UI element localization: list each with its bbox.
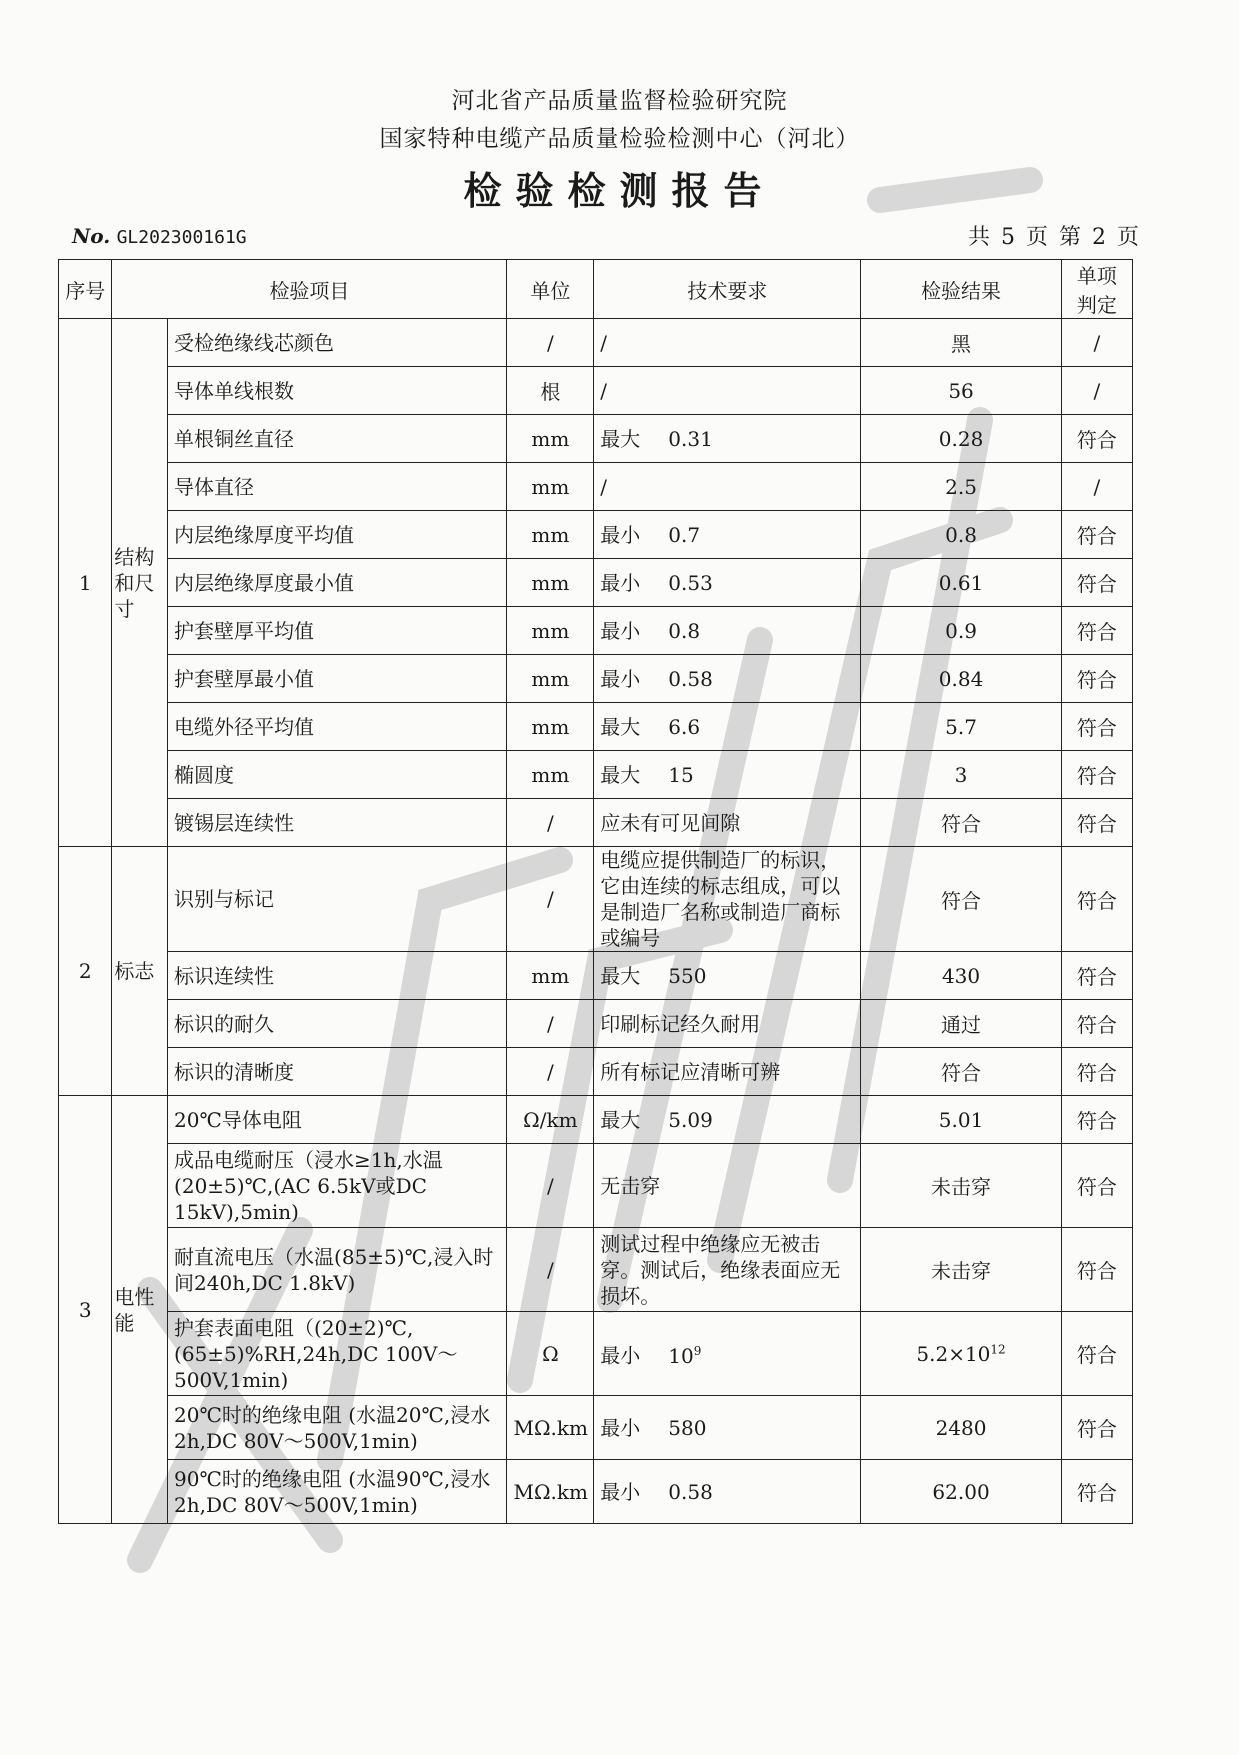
table-row (59, 511, 1133, 559)
item-name: 90℃时的绝缘电阻 (水温90℃,浸水2h,DC 80V～500V,1min) (168, 1460, 507, 1524)
result (861, 1396, 1061, 1460)
requirement-value: 550 (668, 963, 707, 988)
unit: / (507, 1228, 594, 1312)
requirement-label: 最大 (600, 963, 641, 988)
requirement-value: 0.7 (668, 522, 701, 547)
requirement-exponent: 9 (693, 1344, 702, 1359)
table-row (59, 751, 1133, 799)
unit: mm (507, 703, 594, 751)
requirement (594, 607, 861, 655)
requirement-label: 印刷标记经久耐用 (600, 1011, 761, 1036)
result-exponent: 12 (990, 1341, 1006, 1356)
item-name: 单根铜丝直径 (168, 415, 507, 463)
group-seq: 1 (59, 319, 112, 847)
result (861, 1000, 1061, 1048)
unit: Ω (507, 1312, 594, 1396)
result (861, 799, 1061, 847)
requirement (594, 1396, 861, 1460)
col-header-requirement: 技术要求 (594, 260, 861, 319)
unit: mm (507, 559, 594, 607)
table-row (59, 1312, 1133, 1396)
requirement-label: 最小 (600, 618, 641, 643)
item-name: 耐直流电压（水温(85±5)℃,浸入时间240h,DC 1.8kV) (168, 1228, 507, 1312)
group-category: 结构和尺寸 (112, 319, 168, 847)
result-value: 5.7 (945, 714, 977, 739)
verdict: / (1061, 319, 1132, 367)
table-row (59, 1144, 1133, 1228)
requirement-value: 6.6 (668, 714, 701, 739)
table-row (59, 952, 1133, 1000)
result-value: 2.5 (945, 474, 977, 499)
item-name: 标识的清晰度 (168, 1048, 507, 1096)
result-value: 62.00 (932, 1479, 990, 1504)
requirement (594, 367, 861, 415)
report-title: 检验检测报告 (463, 168, 776, 213)
requirement-label: 最小 (600, 1343, 641, 1368)
requirement (594, 703, 861, 751)
requirement (594, 799, 861, 847)
item-name: 20℃时的绝缘电阻 (水温20℃,浸水2h,DC 80V～500V,1min) (168, 1396, 507, 1460)
result (861, 847, 1061, 952)
result-value: 符合 (941, 812, 982, 836)
table-header-row (59, 260, 1133, 319)
requirement-label: / (600, 378, 608, 403)
item-name: 护套壁厚最小值 (168, 655, 507, 703)
report-number (72, 224, 247, 248)
unit: mm (507, 607, 594, 655)
requirement (594, 1048, 861, 1096)
table-row (59, 1460, 1133, 1524)
col-header-unit: 单位 (507, 260, 594, 319)
verdict: 符合 (1061, 1144, 1132, 1228)
verdict: 符合 (1061, 655, 1132, 703)
result (861, 511, 1061, 559)
requirement (594, 1312, 861, 1396)
requirement-label: 最小 (600, 1479, 641, 1504)
item-name: 标识的耐久 (168, 1000, 507, 1048)
result-value: 符合 (941, 1061, 982, 1085)
item-name: 受检绝缘线芯颜色 (168, 319, 507, 367)
result (861, 415, 1061, 463)
table-row (59, 1228, 1133, 1312)
col-header-verdict: 单项判定 (1061, 260, 1132, 319)
verdict: 符合 (1061, 511, 1132, 559)
item-name: 椭圆度 (168, 751, 507, 799)
table-row (59, 847, 1133, 952)
result-value: 0.8 (945, 522, 977, 547)
result (861, 1096, 1061, 1144)
result-value: 3 (954, 762, 968, 787)
requirement-value: 10 (668, 1343, 694, 1368)
result (861, 1228, 1061, 1312)
unit: mm (507, 751, 594, 799)
unit: / (507, 319, 594, 367)
result-value: 未击穿 (931, 1259, 992, 1283)
requirement-value: 0.31 (668, 426, 713, 451)
table-row (59, 319, 1133, 367)
verdict: 符合 (1061, 1312, 1132, 1396)
requirement-value: 15 (668, 762, 694, 787)
result-value: 0.9 (945, 618, 977, 643)
result (861, 463, 1061, 511)
requirement (594, 1228, 861, 1312)
report-number-value: GL202300161G (116, 227, 247, 248)
unit: Ω/km (507, 1096, 594, 1144)
requirement (594, 559, 861, 607)
result-value: 通过 (941, 1013, 982, 1037)
requirement (594, 751, 861, 799)
result (861, 607, 1061, 655)
item-name: 内层绝缘厚度平均值 (168, 511, 507, 559)
requirement (594, 1000, 861, 1048)
result (861, 1312, 1061, 1396)
table-row (59, 1048, 1133, 1096)
requirement (594, 655, 861, 703)
group-category: 电性能 (112, 1096, 168, 1524)
table-row (59, 799, 1133, 847)
result-value: 5.01 (938, 1107, 984, 1132)
requirement-label: / (600, 474, 608, 499)
result (861, 1144, 1061, 1228)
verdict: 符合 (1061, 1228, 1132, 1312)
result-value: 黑 (951, 332, 972, 356)
unit: / (507, 1000, 594, 1048)
requirement-label: 最小 (600, 570, 641, 595)
requirement-label: 最大 (600, 762, 641, 787)
requirement-label: 最大 (600, 426, 641, 451)
unit: MΩ.km (507, 1396, 594, 1460)
requirement (594, 463, 861, 511)
group-category: 标志 (112, 847, 168, 1096)
result (861, 367, 1061, 415)
verdict: 符合 (1061, 607, 1132, 655)
item-name: 导体单线根数 (168, 367, 507, 415)
requirement-label: 最小 (600, 666, 641, 691)
verdict: 符合 (1061, 1000, 1132, 1048)
requirement-value: 0.58 (668, 666, 713, 691)
requirement-label: / (600, 330, 608, 355)
result (861, 559, 1061, 607)
unit: mm (507, 463, 594, 511)
requirement-value: 0.8 (668, 618, 701, 643)
requirement (594, 1096, 861, 1144)
result (861, 655, 1061, 703)
verdict: 符合 (1061, 415, 1132, 463)
requirement-label: 无击穿 (600, 1173, 661, 1198)
requirement-label: 最小 (600, 1415, 641, 1440)
table-row (59, 415, 1133, 463)
item-name: 护套表面电阻（(20±2)℃,(65±5)%RH,24h,DC 100V～500V,1min) (168, 1312, 507, 1396)
result-value: 未击穿 (931, 1175, 992, 1199)
result-value: 5.2×10 (916, 1341, 991, 1366)
org-name-line2: 国家特种电缆产品质量检验检测中心（河北） (379, 126, 860, 152)
unit: / (507, 1048, 594, 1096)
requirement (594, 415, 861, 463)
result (861, 952, 1061, 1000)
group-seq: 3 (59, 1096, 112, 1524)
item-name: 电缆外径平均值 (168, 703, 507, 751)
report-number-label: No. (72, 224, 111, 248)
requirement (594, 847, 861, 952)
result-value: 0.84 (938, 666, 984, 691)
result (861, 703, 1061, 751)
table-row (59, 703, 1133, 751)
org-name-line1: 河北省产品质量监督检验研究院 (451, 88, 788, 114)
requirement (594, 511, 861, 559)
result (861, 319, 1061, 367)
item-name: 护套壁厚平均值 (168, 607, 507, 655)
result-value: 0.61 (938, 570, 984, 595)
result-value: 2480 (935, 1415, 987, 1440)
table-row (59, 559, 1133, 607)
requirement (594, 952, 861, 1000)
verdict: 符合 (1061, 703, 1132, 751)
unit: mm (507, 655, 594, 703)
verdict: 符合 (1061, 751, 1132, 799)
table-row (59, 607, 1133, 655)
group-seq: 2 (59, 847, 112, 1096)
requirement-value: 5.09 (668, 1107, 713, 1132)
col-header-seq: 序号 (59, 260, 112, 319)
inspection-table (58, 259, 1133, 1524)
result (861, 751, 1061, 799)
requirement (594, 319, 861, 367)
result (861, 1048, 1061, 1096)
requirement-value: 0.58 (668, 1479, 713, 1504)
result-value: 56 (948, 378, 974, 403)
result-value: 430 (941, 963, 981, 988)
verdict: 符合 (1061, 952, 1132, 1000)
requirement-label: 所有标记应清晰可辨 (600, 1059, 781, 1084)
table-row (59, 1396, 1133, 1460)
requirement-label: 最小 (600, 522, 641, 547)
col-header-item: 检验项目 (112, 260, 507, 319)
unit: / (507, 1144, 594, 1228)
verdict: 符合 (1061, 1396, 1132, 1460)
table-row (59, 1000, 1133, 1048)
requirement (594, 1144, 861, 1228)
requirement (594, 1460, 861, 1524)
item-name: 成品电缆耐压（浸水≥1h,水温(20±5)℃,(AC 6.5kV或DC 15kV),5min) (168, 1144, 507, 1228)
requirement-label: 测试过程中绝缘应无被击穿。测试后，绝缘表面应无损坏。 (600, 1231, 841, 1308)
unit: 根 (507, 367, 594, 415)
item-name: 镀锡层连续性 (168, 799, 507, 847)
verdict: 符合 (1061, 799, 1132, 847)
verdict: 符合 (1061, 1096, 1132, 1144)
verdict: 符合 (1061, 1460, 1132, 1524)
requirement-label: 应未有可见间隙 (600, 810, 741, 835)
unit: / (507, 847, 594, 952)
requirement-label: 最大 (600, 714, 641, 739)
item-name: 标识连续性 (168, 952, 507, 1000)
item-name: 导体直径 (168, 463, 507, 511)
requirement-label: 最大 (600, 1107, 641, 1132)
verdict: 符合 (1061, 847, 1132, 952)
result (861, 1460, 1061, 1524)
verdict: / (1061, 463, 1132, 511)
unit: mm (507, 952, 594, 1000)
table-row (59, 655, 1133, 703)
requirement-label: 电缆应提供制造厂的标识，它由连续的标志组成，可以是制造厂名称或制造厂商标或编号 (600, 848, 841, 950)
table-row (59, 463, 1133, 511)
verdict: 符合 (1061, 1048, 1132, 1096)
result-value: 0.28 (938, 426, 984, 451)
page-info: 共 5 页 第 2 页 (968, 225, 1141, 250)
requirement-value: 580 (668, 1415, 707, 1440)
table-row (59, 1096, 1133, 1144)
unit: / (507, 799, 594, 847)
requirement-value: 0.53 (668, 570, 713, 595)
item-name: 20℃导体电阻 (168, 1096, 507, 1144)
item-name: 内层绝缘厚度最小值 (168, 559, 507, 607)
unit: MΩ.km (507, 1460, 594, 1524)
unit: mm (507, 415, 594, 463)
item-name: 识别与标记 (168, 847, 507, 952)
verdict: / (1061, 367, 1132, 415)
result-value: 符合 (941, 888, 982, 913)
unit: mm (507, 511, 594, 559)
table-row (59, 367, 1133, 415)
verdict: 符合 (1061, 559, 1132, 607)
col-header-result: 检验结果 (861, 260, 1061, 319)
